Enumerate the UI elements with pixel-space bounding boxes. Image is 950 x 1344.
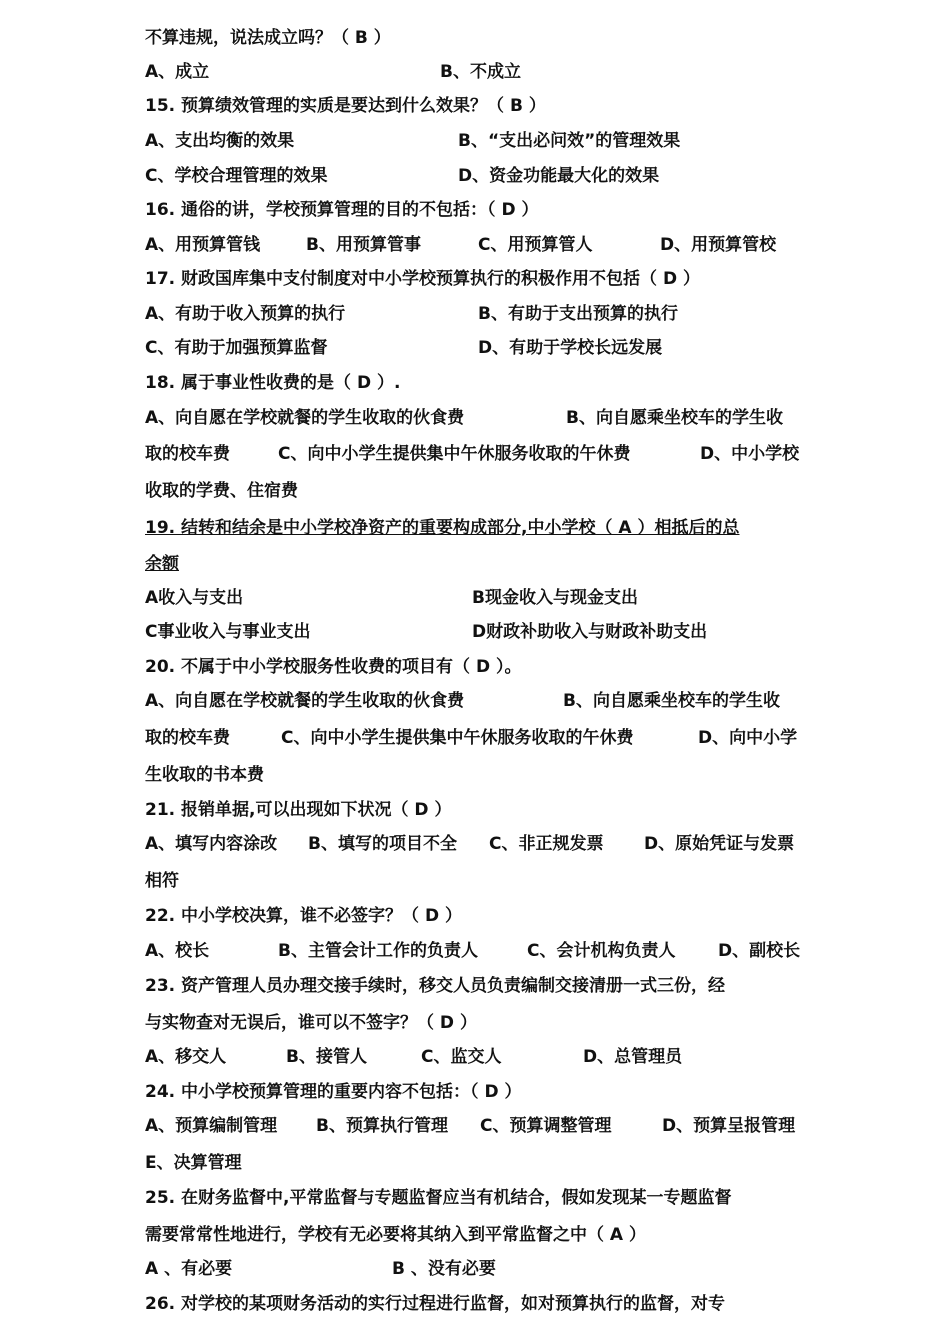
option-text: C、监交人	[421, 1047, 502, 1067]
option-text: A、预算编制管理	[145, 1116, 278, 1136]
option-text: A、成立	[145, 62, 210, 82]
option-text: B现金收入与现金支出	[472, 588, 638, 608]
question-text: 21. 报销单据,可以出现如下状况（ D ）	[145, 800, 452, 820]
option-text: C、非正规发票	[489, 834, 604, 854]
option-text: 生收取的书本费	[145, 765, 264, 785]
option-text: A、用预算管钱	[145, 235, 261, 255]
option-text: B、“支出必问效”的管理效果	[458, 131, 681, 151]
option-text: A、填写内容涂改	[145, 834, 278, 854]
option-text: D、资金功能最大化的效果	[458, 166, 660, 186]
option-text: D、预算呈报管理	[662, 1116, 796, 1136]
option-text: C、有助于加强预算监督	[145, 338, 328, 358]
option-text: B、向自愿乘坐校车的学生收	[566, 408, 783, 428]
option-text: C、会计机构负责人	[527, 941, 676, 961]
option-text: B、用预算管事	[306, 235, 421, 255]
option-text: D、原始凭证与发票	[644, 834, 795, 854]
option-text: C、用预算管人	[478, 235, 593, 255]
question-text: 23. 资产管理人员办理交接手续时，移交人员负责编制交接清册一式三份，经	[145, 976, 726, 996]
option-text: B、接管人	[286, 1047, 367, 1067]
option-text: B、填写的项目不全	[308, 834, 457, 854]
option-text: B 、没有必要	[392, 1259, 496, 1279]
option-text: B、主管会计工作的负责人	[278, 941, 478, 961]
option-text: A收入与支出	[145, 588, 244, 608]
option-text: B、不成立	[440, 62, 521, 82]
question-text: 15. 预算绩效管理的实质是要达到什么效果？（ B ）	[145, 96, 546, 116]
option-text: B、有助于支出预算的执行	[478, 304, 678, 324]
option-text: B、向自愿乘坐校车的学生收	[563, 691, 780, 711]
question-text: 需要常常性地进行，学校有无必要将其纳入到平常监督之中（ A ）	[145, 1225, 646, 1245]
option-text: A、支出均衡的效果	[145, 131, 295, 151]
question-text: 19. 结转和结余是中小学校净资产的重要构成部分,中小学校（ A ）相抵后的总	[145, 518, 740, 538]
option-text: 收取的学费、住宿费	[145, 481, 298, 501]
option-text: D、中小学校	[700, 444, 800, 464]
question-text: 余额	[145, 554, 179, 574]
option-text: C、预算调整管理	[480, 1116, 612, 1136]
option-text: A、向自愿在学校就餐的学生收取的伙食费	[145, 691, 465, 711]
question-text: 26. 对学校的某项财务活动的实行过程进行监督，如对预算执行的监督，对专	[145, 1294, 726, 1314]
option-text: 相符	[145, 871, 179, 891]
question-text: 17. 财政国库集中支付制度对中小学校预算执行的积极作用不包括（ D ）	[145, 269, 700, 289]
question-text: 22. 中小学校决算，谁不必签字？（ D ）	[145, 906, 462, 926]
option-text: E、决算管理	[145, 1153, 242, 1173]
question-text: 与实物查对无误后，谁可以不签字？（ D ）	[145, 1013, 477, 1033]
question-text: 24. 中小学校预算管理的重要内容不包括：（ D ）	[145, 1082, 522, 1102]
option-text: D、有助于学校长远发展	[478, 338, 663, 358]
option-text: D、总管理员	[583, 1047, 683, 1067]
option-text: 取的校车费	[145, 444, 230, 464]
option-text: 取的校车费	[145, 728, 230, 748]
option-text: A、校长	[145, 941, 210, 961]
option-text: D财政补助收入与财政补助支出	[472, 622, 708, 642]
question-text: 16. 通俗的讲，学校预算管理的目的不包括：（ D ）	[145, 200, 539, 220]
option-text: C、向中小学生提供集中午休服务收取的午休费	[281, 728, 634, 748]
option-text: A 、有必要	[145, 1259, 233, 1279]
option-text: C、向中小学生提供集中午休服务收取的午休费	[278, 444, 631, 464]
option-text: A、移交人	[145, 1047, 227, 1067]
option-text: C、学校合理管理的效果	[145, 166, 328, 186]
question-text: 不算违规，说法成立吗？（ B ）	[145, 28, 391, 48]
option-text: D、向中小学	[698, 728, 798, 748]
option-text: D、副校长	[718, 941, 801, 961]
question-text: 25. 在财务监督中,平常监督与专题监督应当有机结合，假如发现某一专题监督	[145, 1188, 732, 1208]
question-text: 18. 属于事业性收费的是（ D ）.	[145, 373, 401, 393]
option-text: D、用预算管校	[660, 235, 777, 255]
option-text: A、有助于收入预算的执行	[145, 304, 346, 324]
option-text: B、预算执行管理	[316, 1116, 448, 1136]
question-text: 20. 不属于中小学校服务性收费的项目有（ D ）。	[145, 657, 522, 677]
option-text: C事业收入与事业支出	[145, 622, 311, 642]
option-text: A、向自愿在学校就餐的学生收取的伙食费	[145, 408, 465, 428]
